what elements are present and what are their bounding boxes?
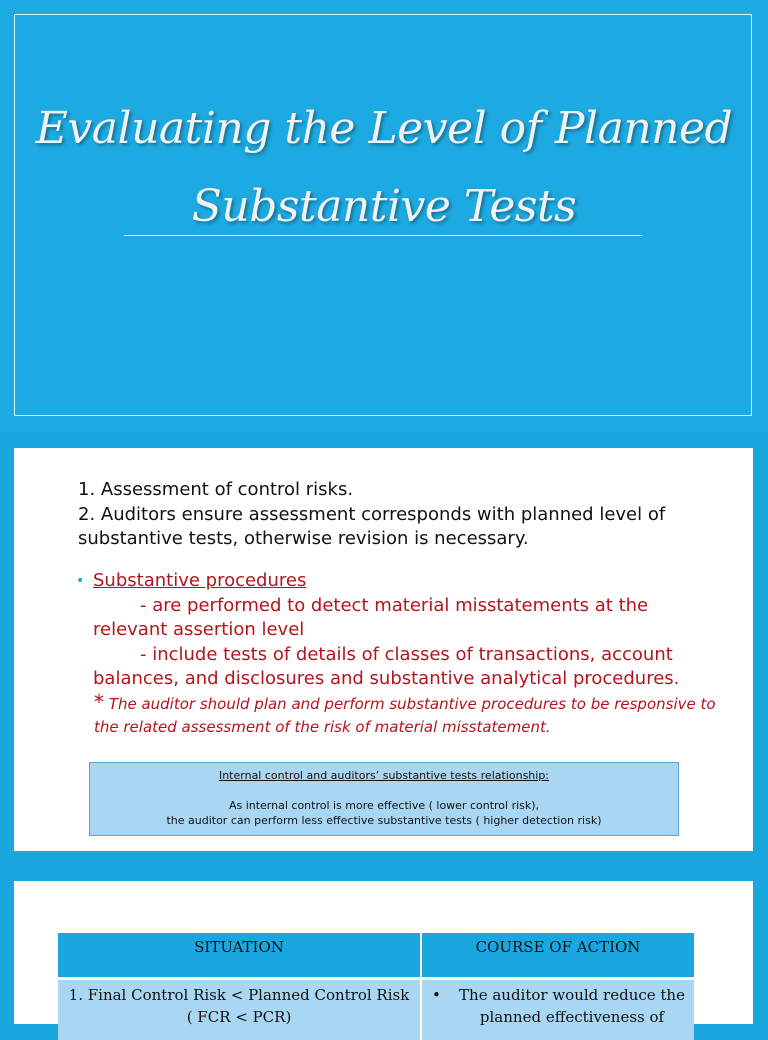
table-row — [58, 980, 694, 1040]
situation-cell — [58, 980, 422, 1040]
header-situation: SITUATION — [58, 933, 422, 977]
slide-title — [0, 90, 768, 246]
action-text — [456, 984, 688, 1040]
title-slide — [0, 0, 768, 432]
note-star: * — [94, 690, 104, 714]
note-body: The auditor should plan and perform substantive procedures to be responsive to the related assessment of the risk of material misstatement. — [94, 695, 716, 736]
bullet-list — [76, 569, 730, 692]
title-line-2: Substantive Tests — [191, 181, 577, 232]
bullet-line-4: balances, and disclosures and substantive analytical procedures. — [93, 668, 680, 689]
action-line-2: planned effectiveness of — [479, 1008, 665, 1026]
note-text — [94, 691, 734, 739]
bullet-dot-icon: • — [76, 573, 85, 589]
action-cell — [422, 980, 694, 1040]
bullet-heading: Substantive procedures — [93, 570, 307, 591]
relationship-box — [89, 762, 679, 836]
numbered-list — [78, 478, 718, 552]
numbered-item-1: 1. Assessment of control risks. — [78, 479, 354, 500]
table-header-row — [58, 933, 694, 977]
box-line-1: As internal control is more effective ( lower control risk), — [228, 799, 540, 812]
header-course-of-action: COURSE OF ACTION — [422, 933, 694, 977]
table-slide — [14, 881, 753, 1024]
action-line-1: The auditor would reduce the — [459, 986, 685, 1004]
action-bullet: • — [432, 986, 441, 1004]
box-line-2: the auditor can perform less effective substantive tests ( higher detection risk) — [166, 814, 602, 827]
situation-line-1: 1. Final Control Risk < Planned Control Risk — [68, 986, 410, 1004]
situation-line-2: ( FCR < PCR) — [186, 1008, 292, 1026]
title-underline — [124, 235, 642, 236]
bullet-line-2: relevant assertion level — [93, 619, 305, 640]
box-heading: Internal control and auditors’ substantive tests relationship: — [218, 769, 550, 782]
numbered-item-2: 2. Auditors ensure assessment corresponds with planned level of substantive tests, otherwise revision is necessary. — [78, 503, 666, 549]
bullet-line-1: - are performed to detect material misstatements at the — [140, 594, 649, 616]
content-slide — [14, 448, 753, 851]
bullet-line-3: - include tests of details of classes of transactions, account — [140, 643, 673, 665]
title-line-1: Evaluating the Level of Planned — [35, 103, 733, 154]
